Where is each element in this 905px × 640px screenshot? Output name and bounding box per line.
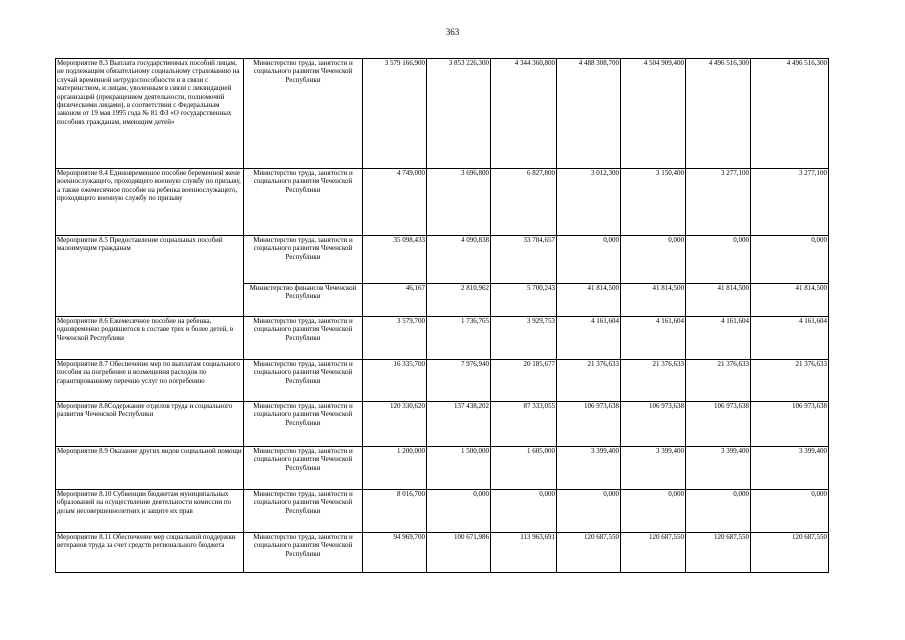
- value-cell: 1 500,000: [427, 447, 491, 490]
- value-cell: 6 827,800: [491, 169, 557, 236]
- executor: Министерство труда, занятости и социального развития Чеченской Республики: [244, 360, 363, 402]
- value-cell: 4 090,838: [427, 236, 491, 284]
- value-cell: 7 976,940: [427, 360, 491, 402]
- value-cell: 8 016,700: [363, 490, 427, 533]
- executor: Министерство финансов Чеченской Республики: [244, 284, 363, 317]
- value-cell: 21 376,633: [557, 360, 621, 402]
- measure-name: Мероприятие 8.3 Выплата государственных пособий лицам, не подлежащим обязательному социальному страхованию на случай временной нетрудоспособности и в связи с материнством, и лицам, уволенным в связи с ликвидацией организаций (прекращением деятельности, полномочий физическими лицами), в соответствии с Федеральным законом от 19 мая 1995 года № 81 ФЗ «О государственных пособиях гражданам, имеющим детей»: [56, 59, 244, 169]
- value-cell: 4 488 308,700: [557, 59, 621, 169]
- value-cell: 3 150,400: [621, 169, 686, 236]
- measure-name: Мероприятие 8.9 Оказание других видов социальной помощи: [56, 447, 244, 490]
- value-cell: 120 687,550: [686, 533, 751, 573]
- table-row: [56, 490, 829, 533]
- measure-name: Мероприятие 8.11 Обеспечение мер социальной поддержки ветеранов труда за счет средств регионального бюджета: [56, 533, 244, 573]
- value-cell: 46,167: [363, 284, 427, 317]
- table-row: [56, 169, 829, 236]
- budget-table: [55, 58, 829, 573]
- value-cell: 94 969,700: [363, 533, 427, 573]
- page-number: 363: [445, 27, 460, 37]
- value-cell: 21 376,633: [751, 360, 829, 402]
- value-cell: 21 376,633: [621, 360, 686, 402]
- value-cell: 1 200,000: [363, 447, 427, 490]
- value-cell: 4 344 360,800: [491, 59, 557, 169]
- value-cell: 4 496 516,300: [751, 59, 829, 169]
- value-cell: 41 814,500: [686, 284, 751, 317]
- value-cell: 4 161,604: [751, 317, 829, 360]
- value-cell: 106 973,638: [686, 402, 751, 447]
- value-cell: 3 853 226,300: [427, 59, 491, 169]
- value-cell: 41 814,500: [621, 284, 686, 317]
- table-row: [56, 533, 829, 573]
- value-cell: 120 330,620: [363, 402, 427, 447]
- value-cell: 0,000: [686, 236, 751, 284]
- value-cell: 4 749,000: [363, 169, 427, 236]
- value-cell: 3 012,300: [557, 169, 621, 236]
- value-cell: 120 687,550: [557, 533, 621, 573]
- value-cell: 3 399,400: [751, 447, 829, 490]
- value-cell: 1 605,000: [491, 447, 557, 490]
- value-cell: 113 963,691: [491, 533, 557, 573]
- value-cell: 5 700,243: [491, 284, 557, 317]
- executor: Министерство труда, занятости и социального развития Чеченской Республики: [244, 447, 363, 490]
- value-cell: 120 687,550: [751, 533, 829, 573]
- value-cell: 41 814,500: [751, 284, 829, 317]
- value-cell: 106 973,638: [557, 402, 621, 447]
- table-row: [56, 317, 829, 360]
- value-cell: 3 696,800: [427, 169, 491, 236]
- value-cell: 16 335,700: [363, 360, 427, 402]
- value-cell: 0,000: [686, 490, 751, 533]
- value-cell: 2 810,962: [427, 284, 491, 317]
- value-cell: 0,000: [427, 490, 491, 533]
- value-cell: 21 376,633: [686, 360, 751, 402]
- measure-name: Мероприятие 8.10 Субвенции бюджетам муниципальных образований на осуществление деятельности комиссии по делам несовершеннолетних и защите их прав: [56, 490, 244, 533]
- executor: Министерство труда, занятости и социального развития Чеченской Республики: [244, 533, 363, 573]
- executor: Министерство труда, занятости и социального развития Чеченской Республики: [244, 236, 363, 284]
- measure-name: Мероприятие 8.4 Единовременное пособие беременной жене военнослужащего, проходящего военную службу по призыву, а также ежемесячное пособие на ребенка военнослужащего, проходящего военную службу по призыву: [56, 169, 244, 236]
- executor: Министерство труда, занятости и социального развития Чеченской Республики: [244, 169, 363, 236]
- value-cell: 4 504 909,400: [621, 59, 686, 169]
- value-cell: 0,000: [621, 236, 686, 284]
- value-cell: 4 496 516,300: [686, 59, 751, 169]
- value-cell: 3 277,100: [686, 169, 751, 236]
- value-cell: 3 399,400: [621, 447, 686, 490]
- table-row: [56, 236, 829, 284]
- value-cell: 0,000: [751, 236, 829, 284]
- value-cell: 33 784,657: [491, 236, 557, 284]
- table-row: [56, 59, 829, 169]
- executor: Министерство труда, занятости и социального развития Чеченской Республики: [244, 317, 363, 360]
- value-cell: 137 438,202: [427, 402, 491, 447]
- value-cell: 106 973,638: [751, 402, 829, 447]
- value-cell: 1 736,765: [427, 317, 491, 360]
- value-cell: 4 161,604: [621, 317, 686, 360]
- value-cell: 35 098,433: [363, 236, 427, 284]
- value-cell: 0,000: [751, 490, 829, 533]
- value-cell: 87 333,055: [491, 402, 557, 447]
- measure-name: Мероприятие 8.7 Обеспечение мер по выплатам социального пособия на погребение и возмещения расходов по гарантированному перечню услуг по погребению: [56, 360, 244, 402]
- value-cell: 0,000: [491, 490, 557, 533]
- value-cell: 0,000: [557, 490, 621, 533]
- value-cell: 0,000: [557, 236, 621, 284]
- table-row: [56, 447, 829, 490]
- executor: Министерство труда, занятости и социального развития Чеченской Республики: [244, 59, 363, 169]
- value-cell: 120 687,550: [621, 533, 686, 573]
- value-cell: 3 399,400: [557, 447, 621, 490]
- value-cell: 3 929,753: [491, 317, 557, 360]
- value-cell: 0,000: [621, 490, 686, 533]
- measure-name: Мероприятие 8.6 Ежемесячное пособие на ребенка, одновременно родившегося в составе трех и более детей, в Чеченской Республике: [56, 317, 244, 360]
- value-cell: 20 185,677: [491, 360, 557, 402]
- value-cell: 41 814,500: [557, 284, 621, 317]
- value-cell: 3 579,700: [363, 317, 427, 360]
- value-cell: 100 671,986: [427, 533, 491, 573]
- measure-name: Мероприятие 8.5 Предоставление социальных пособий малоимущим гражданам: [56, 236, 244, 317]
- executor: Министерство труда, занятости и социального развития Чеченской Республики: [244, 490, 363, 533]
- table-row: [56, 360, 829, 402]
- value-cell: 4 161,604: [557, 317, 621, 360]
- value-cell: 4 161,604: [686, 317, 751, 360]
- value-cell: 3 579 166,900: [363, 59, 427, 169]
- value-cell: 106 973,638: [621, 402, 686, 447]
- value-cell: 3 277,100: [751, 169, 829, 236]
- executor: Министерство труда, занятости и социального развития Чеченской Республики: [244, 402, 363, 447]
- table-row: [56, 402, 829, 447]
- value-cell: 3 399,400: [686, 447, 751, 490]
- measure-name: Мероприятие 8.8Содержание отделов труда и социального развития Чеченской Республики: [56, 402, 244, 447]
